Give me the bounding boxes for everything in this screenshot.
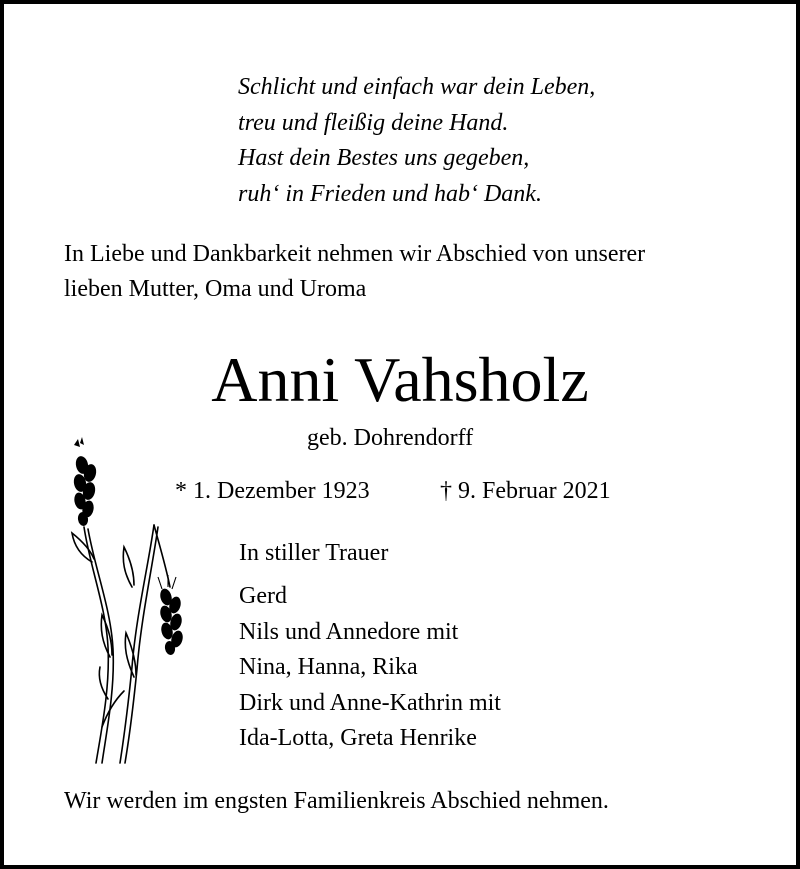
wheat-ears-icon (62, 437, 202, 767)
mourner-entry: Gerd (239, 583, 287, 609)
memorial-poem (238, 70, 595, 212)
mourning-heading: In stiller Trauer (239, 540, 389, 566)
mourner-entry: Nina, Hanna, Rika (239, 654, 418, 680)
poem-line: ruh‘ in Frieden und hab‘ Dank. (238, 180, 542, 207)
poem-line: Schlicht und einfach war dein Leben, (238, 74, 596, 100)
poem-line: treu und fleißig deine Hand. (238, 109, 509, 136)
mourner-entry: Dirk und Anne-Kathrin mit (239, 689, 501, 716)
intro-line: In Liebe und Dankbarkeit nehmen wir Abschied von unserer (64, 241, 646, 267)
intro-line: lieben Mutter, Oma und Uroma (64, 276, 367, 302)
birth-name: geb. Dohrendorff (307, 425, 474, 451)
deceased-name: Anni Vahsholz (211, 344, 589, 415)
closing-note: Wir werden im engsten Familienkreis Abschied nehmen. (64, 788, 609, 814)
mourner-entry: Nils und Annedore mit (239, 618, 459, 645)
birth-date: * 1. Dezember 1923 (175, 478, 370, 504)
farewell-intro (64, 237, 754, 307)
mourner-entry: Ida-Lotta, Greta Henrike (239, 725, 477, 751)
mourners-list (239, 579, 501, 757)
poem-line: Hast dein Bestes uns gegeben, (238, 145, 530, 171)
death-date: † 9. Februar 2021 (440, 478, 611, 504)
